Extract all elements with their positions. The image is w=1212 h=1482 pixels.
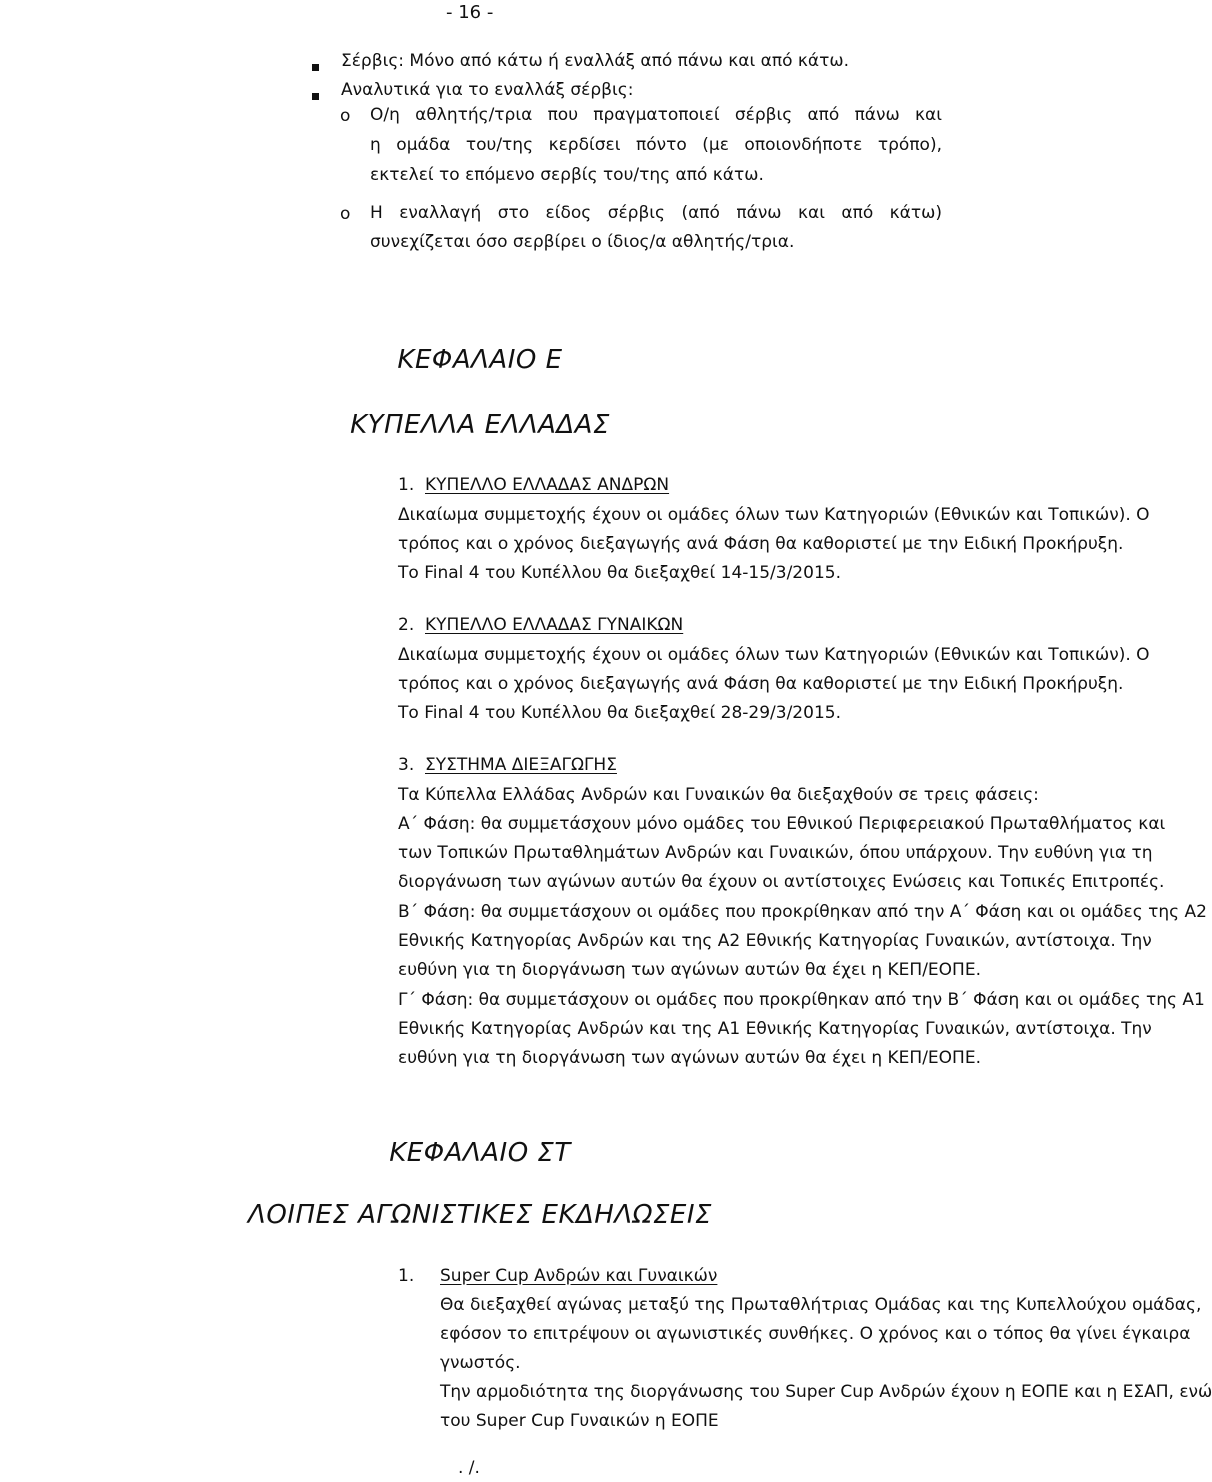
- cup-men-title: ΚΥΠΕΛΛΟ ΕΛΛΑΔΑΣ ΑΝΔΡΩΝ: [425, 475, 670, 495]
- bullet-marker: [312, 85, 319, 105]
- bullet-alternating: Αναλυτικά για το εναλλάξ σέρβις:: [341, 80, 634, 100]
- section-number: 1.: [398, 1266, 415, 1286]
- sub-bullet-marker: o: [340, 106, 351, 126]
- super-cup-title: Super Cup Ανδρών και Γυναικών: [440, 1266, 718, 1286]
- phase-a-line: διοργάνωση των αγώνων αυτών θα έχουν οι αντίστοιχες Ενώσεις και Τοπικές Επιτροπές.: [398, 872, 1165, 892]
- system-intro: Τα Κύπελλα Ελλάδας Ανδρών και Γυναικών θα διεξαχθούν σε τρεις φάσεις:: [398, 785, 1039, 805]
- sub-bullet-marker: o: [340, 204, 351, 224]
- super-cup-line: του Super Cup Γυναικών η ΕΟΠΕ: [440, 1411, 719, 1431]
- phase-b-line: Εθνικής Κατηγορίας Ανδρών και της Α2 Εθνικής Κατηγορίας Γυναικών, αντίστοιχα. Την: [398, 931, 1152, 951]
- bullet-marker: [312, 56, 319, 76]
- chapter-st-title: ΚΕΦΑΛΑΙΟ ΣΤ: [389, 1138, 571, 1168]
- phase-b-line: ευθύνη για τη διοργάνωση των αγώνων αυτών θα έχει η ΚΕΠ/ΕΟΠΕ.: [398, 960, 981, 980]
- super-cup-line: Θα διεξαχθεί αγώνας μεταξύ της Πρωταθλήτριας Ομάδας και της Κυπελλούχου ομάδας,: [440, 1295, 1202, 1315]
- chapter-e-subtitle: ΚΥΠΕΛΛΑ ΕΛΛΑΔΑΣ: [350, 410, 610, 440]
- sub-bullet-line: συνεχίζεται όσο σερβίρει ο ίδιος/α αθλητής/τρια.: [370, 232, 795, 252]
- cup-women-line: Δικαίωμα συμμετοχής έχουν οι ομάδες όλων των Κατηγοριών (Εθνικών και Τοπικών). Ο: [398, 645, 1150, 665]
- cup-women-line: Το Final 4 του Κυπέλλου θα διεξαχθεί 28-29/3/2015.: [398, 703, 841, 723]
- cup-women-line: τρόπος και ο χρόνος διεξαγωγής ανά Φάση θα καθοριστεί με την Ειδική Προκήρυξη.: [398, 674, 1124, 694]
- phase-b-line: Β΄ Φάση: θα συμμετάσχουν οι ομάδες που προκρίθηκαν από την Α΄ Φάση και οι ομάδες της Α2: [398, 902, 1207, 922]
- phase-c-line: Εθνικής Κατηγορίας Ανδρών και της Α1 Εθνικής Κατηγορίας Γυναικών, αντίστοιχα. Την: [398, 1019, 1152, 1039]
- page-number: - 16 -: [446, 2, 494, 23]
- chapter-st-subtitle: ΛΟΙΠΕΣ ΑΓΩΝΙΣΤΙΚΕΣ ΕΚΔΗΛΩΣΕΙΣ: [248, 1200, 712, 1230]
- section-number: 2.: [398, 615, 415, 635]
- phase-a-line: των Τοπικών Πρωταθλημάτων Ανδρών και Γυναικών, όπου υπάρχουν. Την ευθύνη για τη: [398, 843, 1153, 863]
- cup-men-line: Δικαίωμα συμμετοχής έχουν οι ομάδες όλων των Κατηγοριών (Εθνικών και Τοπικών). Ο: [398, 505, 1150, 525]
- cup-women-title: ΚΥΠΕΛΛΟ ΕΛΛΑΔΑΣ ΓΥΝΑΙΚΩΝ: [425, 615, 684, 635]
- super-cup-line: εφόσον το επιτρέψουν οι αγωνιστικές συνθήκες. Ο χρόνος και ο τόπος θα γίνει έγκαιρα: [440, 1324, 1191, 1344]
- super-cup-line: Την αρμοδιότητα της διοργάνωσης του Super Cup Ανδρών έχουν η ΕΟΠΕ και η ΕΣΑΠ, ενώ: [440, 1382, 1212, 1402]
- continuation-mark: . /.: [458, 1458, 480, 1478]
- sub-bullet-line: Ο/η αθλητής/τρια που πραγματοποιεί σέρβις από πάνω και: [370, 105, 942, 125]
- super-cup-line: γνωστός.: [440, 1353, 521, 1373]
- sub-bullet-line: Η εναλλαγή στο είδος σέρβις (από πάνω και από κάτω): [370, 203, 942, 223]
- section-number: 3.: [398, 755, 415, 775]
- phase-a-line: Α΄ Φάση: θα συμμετάσχουν μόνο ομάδες του Εθνικού Περιφερειακού Πρωταθλήματος και: [398, 814, 1166, 834]
- sub-bullet-line: η ομάδα του/της κερδίσει πόντο (με οποιονδήποτε τρόπο),: [370, 135, 942, 155]
- sub-bullet-line: εκτελεί το επόμενο σερβίς του/της από κάτω.: [370, 165, 764, 185]
- phase-c-line: ευθύνη για τη διοργάνωση των αγώνων αυτών θα έχει η ΚΕΠ/ΕΟΠΕ.: [398, 1048, 981, 1068]
- chapter-e-title: ΚΕΦΑΛΑΙΟ Ε: [397, 345, 563, 375]
- system-title: ΣΥΣΤΗΜΑ ΔΙΕΞΑΓΩΓΗΣ: [425, 755, 617, 775]
- cup-men-line: τρόπος και ο χρόνος διεξαγωγής ανά Φάση θα καθοριστεί με την Ειδική Προκήρυξη.: [398, 534, 1124, 554]
- bullet-serve: Σέρβις: Μόνο από κάτω ή εναλλάξ από πάνω και από κάτω.: [341, 51, 849, 71]
- cup-men-line: Το Final 4 του Κυπέλλου θα διεξαχθεί 14-15/3/2015.: [398, 563, 841, 583]
- phase-c-line: Γ΄ Φάση: θα συμμετάσχουν οι ομάδες που προκρίθηκαν από την Β΄ Φάση και οι ομάδες της Α1: [398, 990, 1205, 1010]
- section-number: 1.: [398, 475, 415, 495]
